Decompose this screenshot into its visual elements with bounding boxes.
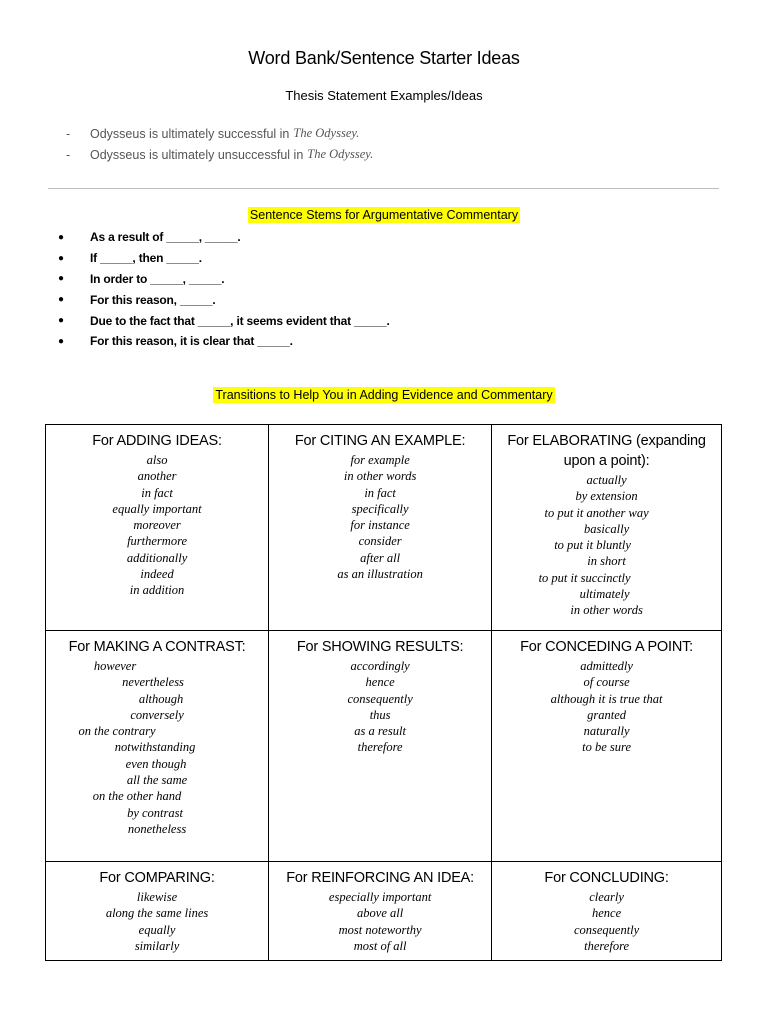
bullet-icon: ●: [58, 335, 64, 347]
category-title: For REINFORCING AN IDEA:: [286, 870, 474, 886]
bullet-icon: ●: [58, 252, 64, 264]
stem-text: As a result of _____, _____.: [90, 230, 241, 245]
stem-item: [58, 227, 390, 248]
table-cell: [46, 425, 269, 631]
category-title: For CITING AN EXAMPLE:: [294, 433, 466, 449]
transition-word: conversely: [130, 707, 184, 722]
stem-item: [58, 269, 390, 290]
transition-word: likewise: [136, 890, 178, 904]
transition-word: furthermore: [127, 534, 188, 549]
thesis-list: [66, 123, 373, 165]
transition-word: as an illustration: [337, 567, 423, 582]
transition-word: therefore: [584, 938, 630, 953]
transition-word: along the same lines: [105, 906, 209, 921]
transition-word: on the contrary: [78, 724, 156, 739]
thesis-book-title: The Odyssey.: [307, 147, 374, 161]
transition-word: to put it succinctly: [538, 570, 631, 585]
transition-word: however: [93, 659, 137, 673]
horizontal-divider: [48, 188, 719, 189]
transition-word: to put it bluntly: [554, 538, 631, 553]
transition-word: in short: [587, 554, 626, 569]
stem-item: [58, 310, 390, 331]
transition-word: therefore: [357, 740, 403, 755]
category-title: For CONCEDING A POINT:: [520, 639, 693, 655]
transition-word: especially important: [328, 890, 432, 904]
transition-word: to be sure: [582, 740, 631, 755]
transition-word: thus: [369, 707, 391, 722]
stem-text: In order to _____, _____.: [90, 271, 225, 286]
transition-word: by contrast: [127, 805, 183, 820]
transition-word: most noteworthy: [338, 922, 422, 937]
bullet-icon: ●: [58, 273, 64, 285]
transition-word: in addition: [129, 583, 185, 598]
stem-item: [58, 289, 390, 310]
transition-word: naturally: [583, 724, 630, 739]
transition-word: as a result: [354, 724, 406, 739]
transition-word: equally: [138, 922, 176, 937]
transition-word: indeed: [140, 567, 174, 582]
transition-word: basically: [584, 521, 630, 536]
table-row: [46, 862, 722, 961]
bullet-icon: ●: [58, 315, 64, 327]
thesis-subtitle: Thesis Statement Examples/Ideas: [285, 88, 483, 103]
stem-text: If _____, then _____.: [90, 251, 202, 266]
bullet-icon: ●: [58, 231, 64, 243]
transition-word: in other words: [343, 469, 417, 484]
table-cell: [46, 631, 269, 862]
transition-word: hence: [365, 675, 395, 690]
transition-word: nonetheless: [127, 821, 187, 836]
table-cell: [269, 631, 492, 862]
transition-word: after all: [360, 550, 401, 565]
transition-word: also: [146, 453, 168, 467]
bullet-icon: ●: [58, 294, 64, 306]
thesis-item: [66, 123, 373, 144]
transition-word: for example: [350, 453, 410, 467]
dash-bullet: -: [66, 126, 71, 141]
stem-item: [58, 331, 390, 352]
transition-word: accordingly: [350, 659, 410, 673]
transition-word: consider: [358, 534, 402, 549]
dash-bullet: -: [66, 147, 71, 162]
transition-word: specifically: [351, 501, 409, 516]
transition-word: granted: [587, 707, 627, 722]
stem-text: For this reason, _____.: [90, 292, 216, 307]
transition-word: to put it another way: [544, 505, 649, 520]
table-cell: [492, 631, 722, 862]
transition-word: of course: [583, 675, 630, 690]
category-title: For SHOWING RESULTS:: [296, 639, 464, 655]
sentence-stems-list: [58, 227, 390, 352]
table-cell: [492, 862, 722, 961]
transition-word: all the same: [126, 773, 188, 788]
transition-word: consequently: [347, 691, 413, 706]
transition-word: actually: [586, 473, 627, 487]
category-title: For COMPARING:: [99, 870, 215, 886]
stems-heading-text: Sentence Stems for Argumentative Commentary: [249, 208, 519, 222]
stems-heading: [0, 208, 768, 222]
transition-word: clearly: [589, 890, 624, 904]
category-title: For MAKING A CONTRAST:: [68, 639, 246, 655]
transition-word: above all: [357, 906, 404, 921]
transition-word: on the other hand: [92, 789, 182, 804]
table-cell: [269, 425, 492, 631]
transition-word: for instance: [350, 518, 410, 533]
table-cell: [269, 862, 492, 961]
transition-word: notwithstanding: [114, 740, 196, 755]
transitions-table: [45, 424, 722, 961]
thesis-text: Odysseus is ultimately successful in: [90, 126, 290, 141]
transition-word: nevertheless: [122, 675, 184, 690]
transition-word: most of all: [353, 938, 407, 953]
transition-word: even though: [125, 756, 187, 771]
page-title: Word Bank/Sentence Starter Ideas: [248, 48, 520, 68]
transition-word: in fact: [364, 485, 396, 500]
transition-word: ultimately: [579, 587, 630, 602]
transition-word: in other words: [570, 603, 643, 618]
transitions-heading-text: Transitions to Help You in Adding Evidence and Commentary: [215, 388, 553, 402]
transition-word: although it is true that: [550, 691, 663, 706]
stem-text: For this reason, it is clear that _____.: [90, 334, 293, 349]
category-title: For CONCLUDING:: [544, 870, 669, 886]
transition-word: equally important: [112, 501, 202, 516]
transition-word: moreover: [133, 518, 181, 533]
table-row: [46, 425, 722, 631]
transition-word: in fact: [141, 485, 173, 500]
stem-text: Due to the fact that _____, it seems evident that _____.: [90, 313, 390, 328]
table-cell: [46, 862, 269, 961]
transition-word: consequently: [573, 922, 640, 937]
transition-word: hence: [592, 906, 622, 921]
transition-word: additionally: [126, 550, 188, 565]
transition-word: although: [138, 691, 184, 706]
table-cell: [492, 425, 722, 631]
category-title: For ADDING IDEAS:: [92, 433, 222, 449]
thesis-text: Odysseus is ultimately unsuccessful in: [90, 147, 304, 162]
transition-word: similarly: [134, 938, 180, 953]
table-row: [46, 631, 722, 862]
thesis-book-title: The Odyssey.: [293, 126, 360, 140]
transition-word: admittedly: [580, 659, 633, 673]
transition-word: another: [137, 469, 177, 484]
transition-word: by extension: [575, 489, 638, 504]
stem-item: [58, 248, 390, 269]
transitions-heading: [0, 388, 768, 402]
category-title: For ELABORATING (expanding upon a point):: [507, 433, 706, 469]
thesis-item: [66, 144, 373, 165]
